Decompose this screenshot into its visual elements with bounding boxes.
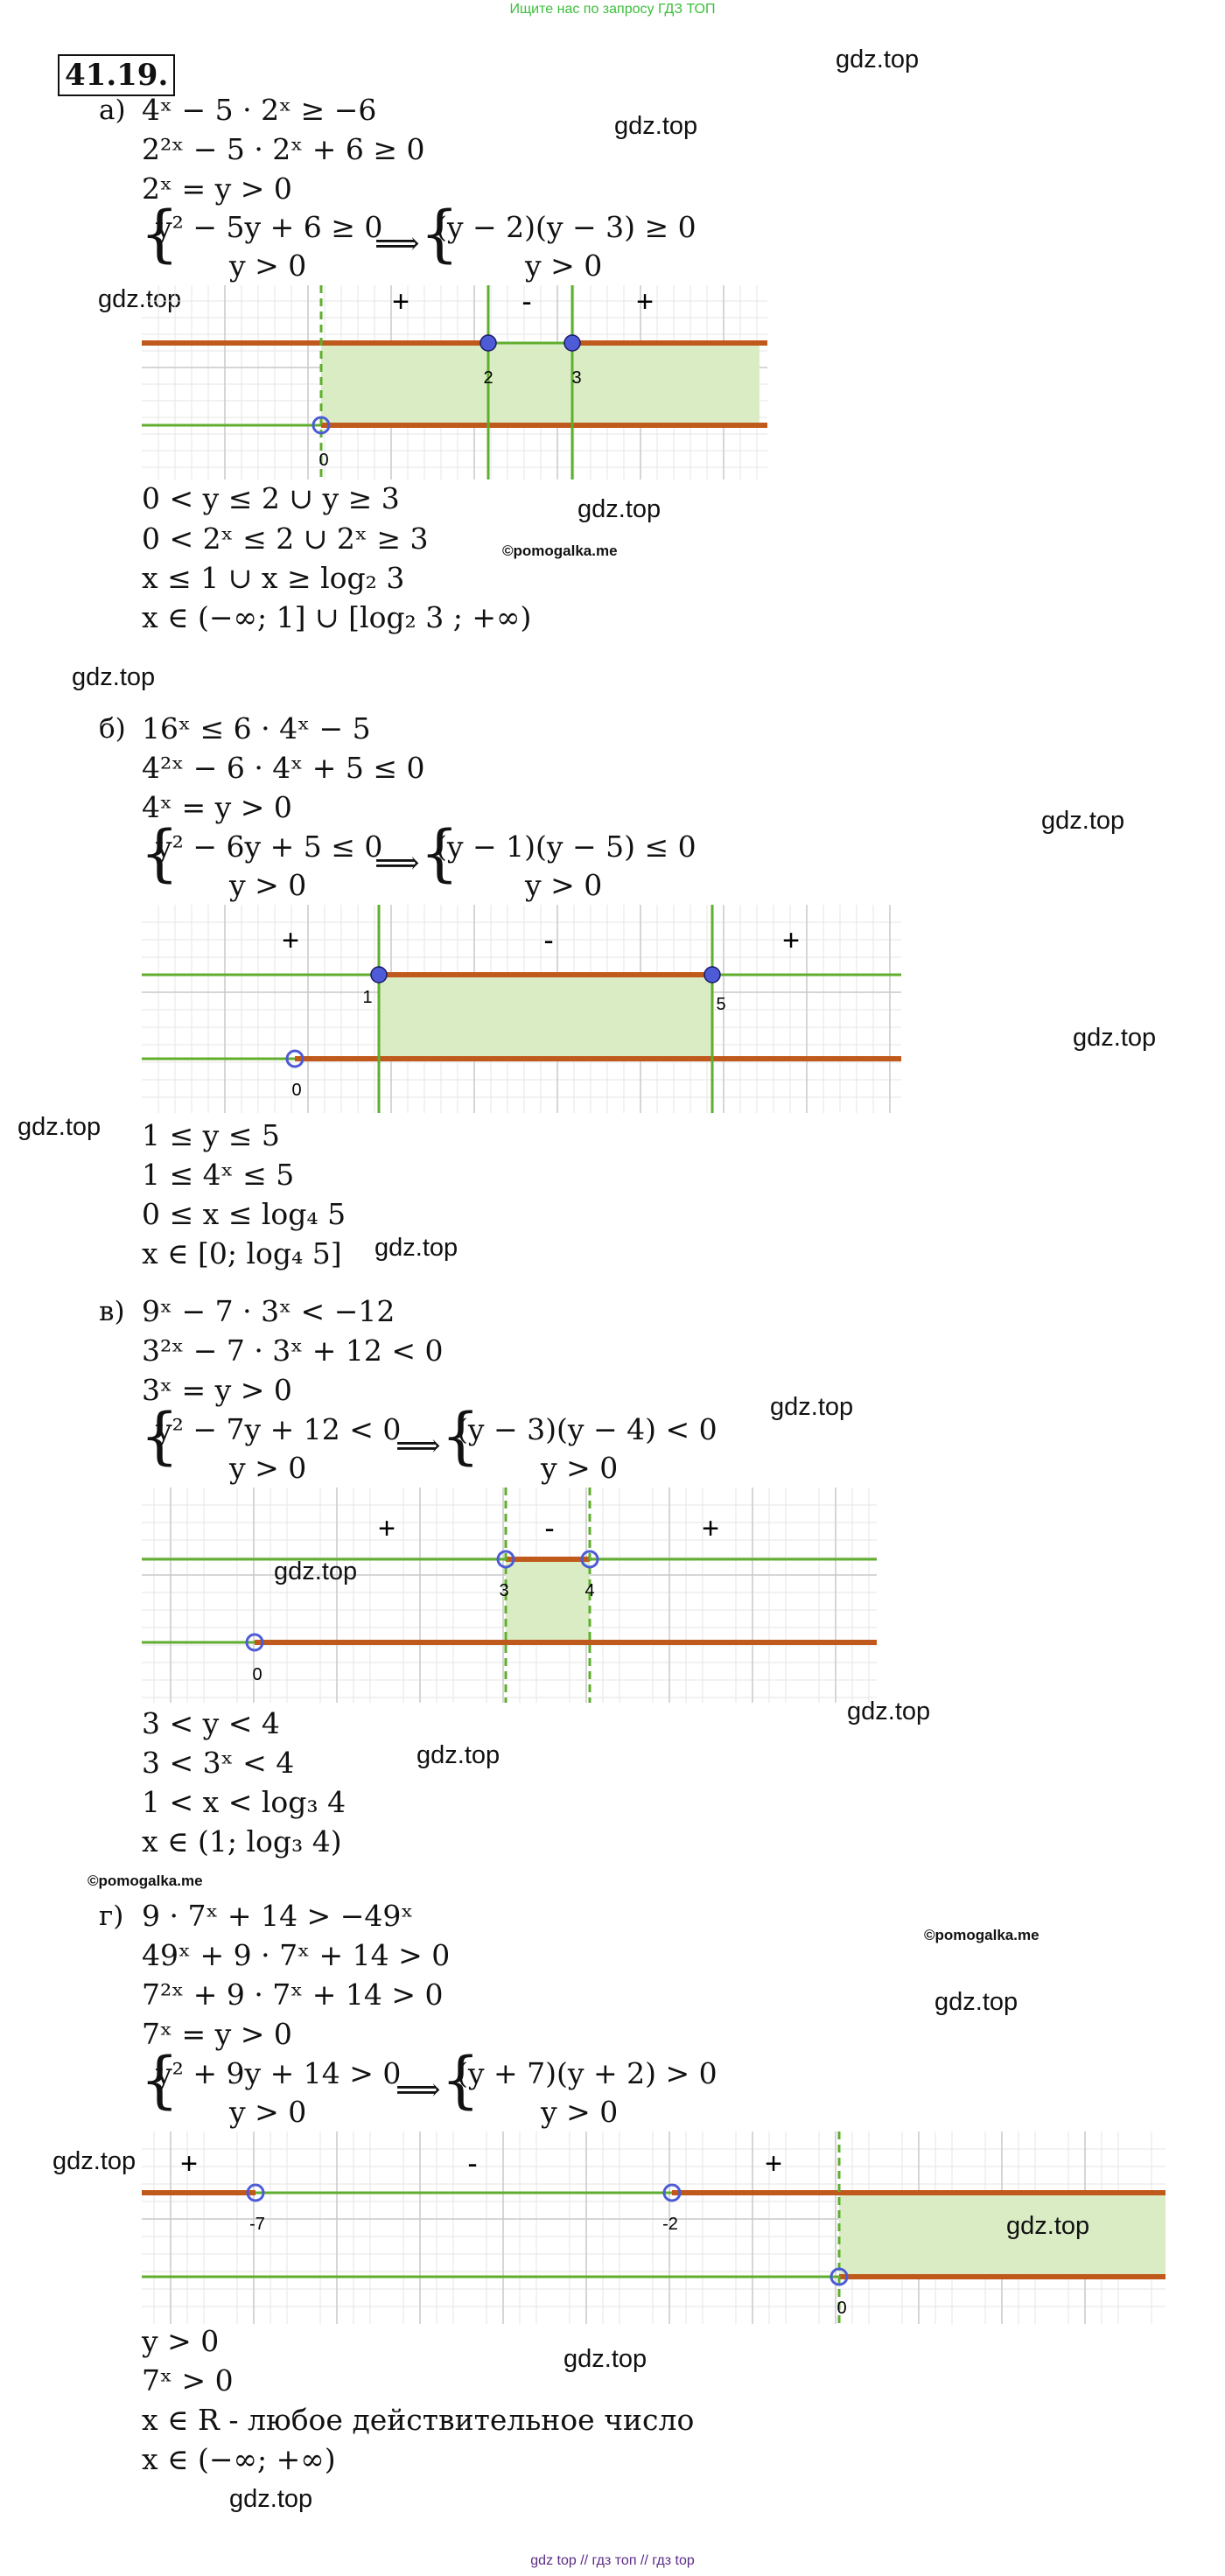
part-b-label: б): [99, 713, 126, 745]
part-d-system-bottom: y > 0: [229, 2095, 307, 2129]
part-a-system-bottom: y > 0: [229, 248, 307, 283]
watermark: gdz.top: [614, 112, 698, 140]
part-b-line: 4²ˣ − 6 · 4ˣ + 5 ≤ 0: [142, 751, 425, 785]
sign-label: -: [467, 2147, 478, 2180]
part-c-label: в): [99, 1296, 125, 1327]
sign-label: -: [522, 285, 532, 318]
part-a-line: 2²ˣ − 5 · 2ˣ + 6 ≥ 0: [142, 132, 425, 166]
watermark: gdz.top: [18, 1113, 102, 1141]
part-a-line: 4ˣ − 5 · 2ˣ ≥ −6: [142, 93, 377, 127]
watermark: gdz.top: [52, 2147, 136, 2175]
system-brace: {: [140, 198, 179, 270]
part-d-system-bottom: y > 0: [541, 2095, 619, 2129]
solution-region: [379, 975, 712, 1059]
part-d-answer: x ∈ (−∞; +∞): [142, 2442, 336, 2476]
part-a-system-top: y² − 5y + 6 ≥ 0: [156, 210, 383, 244]
part-d-result: 7ˣ > 0: [142, 2363, 234, 2398]
system-brace: {: [441, 2044, 480, 2116]
part-d-line: 9 · 7ˣ + 14 > −49ˣ: [142, 1899, 414, 1933]
part-d-result: x ∈ R - любое действительное число: [142, 2403, 695, 2437]
system-brace: {: [420, 198, 459, 270]
part-b-answer: x ∈ [0; log₄ 5]: [142, 1236, 342, 1270]
solution-region: [321, 343, 760, 425]
part-b-result: 1 ≤ 4ˣ ≤ 5: [142, 1158, 295, 1192]
watermark: gdz.top: [1041, 807, 1125, 835]
part-d-line: 49ˣ + 9 · 7ˣ + 14 > 0: [142, 1938, 451, 1972]
point-label: 0: [291, 1081, 302, 1100]
implies-arrow: ⟹: [396, 2072, 441, 2108]
part-c-system-bottom: y > 0: [541, 1451, 619, 1485]
solution-region: [506, 1559, 590, 1642]
part-c-system-bottom: y > 0: [229, 1451, 307, 1485]
part-a-result: x ≤ 1 ∪ x ≥ log₂ 3: [142, 561, 405, 595]
watermark: gdz.top: [847, 1698, 931, 1726]
watermark: gdz.top: [770, 1393, 854, 1421]
sign-label: +: [282, 924, 299, 957]
solution-region: [839, 2193, 1166, 2277]
part-c-number-line-graph: [142, 1488, 877, 1703]
sign-label: +: [180, 2147, 198, 2180]
watermark: gdz.top: [1006, 2212, 1090, 2240]
part-d-label: г): [99, 1900, 124, 1932]
part-b-system-top: y² − 6y + 5 ≤ 0: [156, 830, 383, 864]
part-b-result: 0 ≤ x ≤ log₄ 5: [142, 1197, 346, 1231]
page-header: Ищите нас по запросу ГДЗ ТОП: [509, 2, 716, 17]
point-label: 0: [318, 451, 329, 470]
watermark: gdz.top: [72, 663, 156, 691]
part-a-answer: x ∈ (−∞; 1] ∪ [log₂ 3 ; +∞): [142, 600, 532, 634]
system-brace: {: [140, 817, 179, 889]
part-c-result: 3 < y < 4: [142, 1706, 280, 1740]
system-brace: {: [140, 1400, 179, 1472]
watermark: gdz.top: [274, 1558, 358, 1586]
watermark: gdz.top: [578, 495, 662, 523]
watermark: gdz.top: [934, 1988, 1018, 2016]
copyright: ©pomogalka.me: [502, 542, 618, 559]
point-label: 0: [836, 2299, 847, 2318]
point-label: 1: [362, 988, 373, 1007]
part-b-system-top: (y − 1)(y − 5) ≤ 0: [436, 830, 696, 864]
watermark: gdz.top: [836, 46, 920, 74]
problem-number: 41.19.: [58, 54, 175, 96]
part-c-line: 3ˣ = y > 0: [142, 1373, 292, 1407]
watermark: gdz.top: [229, 2485, 313, 2513]
point-label: 3: [499, 1581, 509, 1600]
copyright: ©pomogalka.me: [88, 1872, 203, 1889]
implies-arrow: ⟹: [374, 845, 420, 881]
point-label: 2: [483, 368, 494, 388]
watermark: gdz.top: [98, 285, 182, 313]
part-c-answer: x ∈ (1; log₃ 4): [142, 1824, 342, 1858]
sign-label: +: [782, 924, 800, 957]
part-c-line: 3²ˣ − 7 · 3ˣ + 12 < 0: [142, 1334, 444, 1368]
part-b-line: 4ˣ = y > 0: [142, 790, 292, 824]
part-a-result: 0 < y ≤ 2 ∪ y ≥ 3: [142, 481, 400, 515]
part-b-system-bottom: y > 0: [525, 868, 603, 902]
system-brace: {: [140, 2044, 179, 2116]
closed-point: [480, 335, 496, 351]
part-d-line: 7²ˣ + 9 · 7ˣ + 14 > 0: [142, 1978, 444, 2012]
implies-arrow: ⟹: [374, 226, 420, 262]
sign-label: -: [544, 1512, 555, 1545]
sign-label: -: [543, 924, 554, 957]
point-label: 0: [252, 1665, 262, 1684]
part-a-label: а): [99, 94, 126, 126]
part-b-result: 1 ≤ y ≤ 5: [142, 1118, 280, 1152]
point-label: -7: [249, 2215, 265, 2234]
part-a-number-line-graph: [142, 285, 767, 480]
watermark: gdz.top: [1073, 1024, 1157, 1052]
sign-label: +: [702, 1512, 719, 1545]
part-c-line: 9ˣ − 7 · 3ˣ < −12: [142, 1294, 396, 1328]
watermark: gdz.top: [374, 1234, 458, 1262]
point-label: 4: [584, 1581, 595, 1600]
copyright: ©pomogalka.me: [924, 1927, 1040, 1943]
closed-point: [704, 967, 720, 983]
implies-arrow: ⟹: [396, 1428, 441, 1464]
sign-label: +: [392, 285, 410, 318]
part-c-result: 1 < x < log₃ 4: [142, 1785, 346, 1819]
part-d-system-top: (y + 7)(y + 2) > 0: [457, 2056, 718, 2090]
closed-point: [371, 967, 387, 983]
system-brace: {: [441, 1400, 480, 1472]
part-c-system-top: y² − 7y + 12 < 0: [156, 1412, 402, 1446]
watermark: gdz.top: [416, 1741, 500, 1769]
point-label: -2: [662, 2215, 678, 2234]
part-a-system-bottom: y > 0: [525, 248, 603, 283]
part-a-result: 0 < 2ˣ ≤ 2 ∪ 2ˣ ≥ 3: [142, 522, 429, 556]
page-footer: gdz top // гдз топ // гдз top: [530, 2553, 695, 2568]
part-d-line: 7ˣ = y > 0: [142, 2017, 292, 2051]
part-c-result: 3 < 3ˣ < 4: [142, 1746, 295, 1780]
sign-label: +: [636, 285, 654, 318]
part-a-system-top: (y − 2)(y − 3) ≥ 0: [436, 210, 696, 244]
part-a-line: 2ˣ = y > 0: [142, 172, 292, 206]
watermark: gdz.top: [564, 2345, 648, 2373]
part-c-system-top: (y − 3)(y − 4) < 0: [457, 1412, 718, 1446]
point-label: 5: [716, 995, 726, 1014]
closed-point: [564, 335, 580, 351]
point-label: 3: [571, 368, 582, 388]
system-brace: {: [420, 817, 459, 889]
part-b-line: 16ˣ ≤ 6 · 4ˣ − 5: [142, 711, 371, 746]
part-d-result: y > 0: [142, 2324, 220, 2358]
sign-label: +: [765, 2147, 782, 2180]
part-b-system-bottom: y > 0: [229, 868, 307, 902]
part-b-number-line-graph: [142, 905, 901, 1113]
sign-label: +: [378, 1512, 396, 1545]
part-d-system-top: y² + 9y + 14 > 0: [156, 2056, 402, 2090]
